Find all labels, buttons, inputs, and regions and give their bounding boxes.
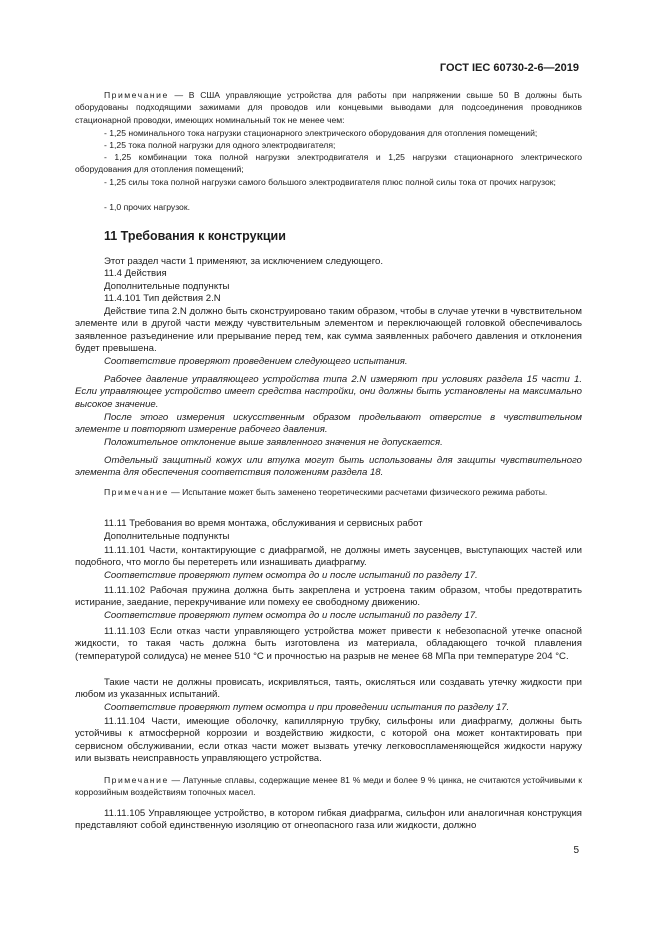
section-title: 11 Требования к конструкции (104, 229, 286, 243)
italic-text: Соответствие проверяют путем осмотра и при проведении испытания по разделу 17. (104, 702, 510, 713)
list-item: - 1,25 силы тока полной нагрузки самого большого электродвигателя плюс полной силы тока от прочих нагрузок; (104, 177, 556, 187)
paragraph: Действие типа 2.N должно быть сконструировано таким образом, чтобы в случае утечки в чувствительном элементе или в другой части между чувствительным элементом и переключающей головкой обеспечивалось заявленное разъединение или прерывание перед тем, как сумма заявленных рабочего давления и отклонения будет превышена. (75, 306, 582, 355)
note-us-requirements (75, 89, 582, 126)
list-item: - 1,25 номинального тока нагрузки стационарного электрического оборудования для отопления помещений; (104, 128, 538, 138)
paragraph (75, 570, 582, 582)
additional-subclauses: Дополнительные подпункты (104, 531, 230, 542)
italic-text: Соответствие проверяют проведением следующего испытания. (104, 356, 408, 367)
list-item: - 1,25 тока полной нагрузки для одного электродвигателя; (104, 140, 336, 150)
document-header: ГОСТ IEC 60730-2-6—2019 (439, 62, 579, 74)
note-test-replacement (75, 486, 582, 498)
italic-text: Соответствие проверяют путем осмотра до и после испытаний по разделу 17. (104, 570, 478, 581)
page-number: 5 (573, 845, 579, 856)
additional-subclauses: Дополнительные подпункты (104, 281, 230, 292)
note-text: — В США управляющие устройства для работы при напряжении свыше 50 В должны быть оборудованы подходящими зажимами для проводов или концевыми выводами для подсоединения проводников стационарной проводки, имеющих номинальный ток не менее чем: (75, 90, 583, 125)
paragraph (75, 356, 582, 368)
paragraph (75, 455, 582, 480)
paragraph (75, 374, 582, 411)
note-brass-alloys (75, 774, 582, 799)
note-label: Примечание (104, 487, 169, 497)
paragraph: 11.11.105 Управляющее устройство, в котором гибкая диафрагма, сильфон или аналогичная конструкция представляют собой единственную изоляцию от огнеопасного газа или жидкости, должно (75, 808, 582, 832)
note-text: — Испытание может быть заменено теоретическими расчетами физического режима работы. (171, 487, 548, 497)
list-item: - 1,25 комбинации тока полной нагрузки электродвигателя и 1,25 нагрузки стационарного электрического оборудования для отопления помещений; (75, 152, 582, 175)
italic-text: Отдельный защитный кожух или втулка могут быть использованы для защиты чувствительного элемента для обеспечения соответствия положениям раздела 18. (75, 455, 582, 479)
note-label: Примечание (104, 90, 169, 100)
subsection-heading: 11.11 Требования во время монтажа, обслуживания и сервисных работ (104, 518, 423, 529)
italic-text: Положительное отклонение выше заявленного значения не допускается. (104, 437, 443, 448)
italic-text: Рабочее давление управляющего устройства типа 2.N измеряют при условиях раздела 15 части 1. Если управляющее устройство имеет средства настройки, они должны быть установлены на максимально высокое значение. (75, 374, 582, 410)
subsection-heading: 11.4.101 Тип действия 2.N (104, 293, 221, 304)
list-item: - 1,0 прочих нагрузок. (104, 202, 190, 212)
paragraph (75, 610, 582, 622)
intro-text: Этот раздел части 1 применяют, за исключением следующего. (104, 256, 384, 267)
paragraph: 11.11.103 Если отказ части управляющего устройства может привести к небезопасной утечке опасной жидкости, то такая часть должна быть изготовлена из материала, обладающего точкой плавления (температурой солидуса) не менее 510 °С и прочностью на разрыв не менее 68 МПа при температуре 204 °С. (75, 626, 582, 662)
paragraph (75, 702, 582, 714)
paragraph: Такие части не должны провисать, искривляться, таять, окисляться или создавать утечку жидкости при любом из указанных испытаний. (75, 677, 582, 701)
paragraph: 11.11.104 Части, имеющие оболочку, капиллярную трубку, сильфоны или диафрагму, должны быть устойчивы к атмосферной коррозии и воздействию жидкости, с которой она может контактировать при сервисном обслуживании, если отказ части может вызвать утечку легковоспламеняющейся жидкости наружу или вызвать неисправность управляющего устройства. (75, 716, 582, 765)
paragraph (75, 437, 582, 449)
note-text: — Латунные сплавы, содержащие менее 81 % меди и более 9 % цинка, не считаются устойчивыми к коррозийным воздействиям топочных масел. (75, 775, 583, 798)
note-label: Примечание (104, 775, 169, 785)
paragraph (75, 412, 582, 437)
paragraph: 11.11.102 Рабочая пружина должна быть закреплена и устроена таким образом, чтобы предотвратить истирание, заедание, перекручивание или помеху ее свободному движению. (75, 585, 582, 609)
italic-text: После этого измерения искусственным образом продельвают отверстие в чувствительном элементе и повторяют измерение рабочего давления. (75, 412, 582, 436)
subsection-heading: 11.4 Действия (104, 268, 167, 279)
paragraph: 11.11.101 Части, контактирующие с диафрагмой, не должны иметь заусенцев, выступающих частей или подобного, что могло бы перетереть или изнашивать диафрагму. (75, 545, 582, 569)
italic-text: Соответствие проверяют путем осмотра до и после испытаний по разделу 17. (104, 610, 478, 621)
